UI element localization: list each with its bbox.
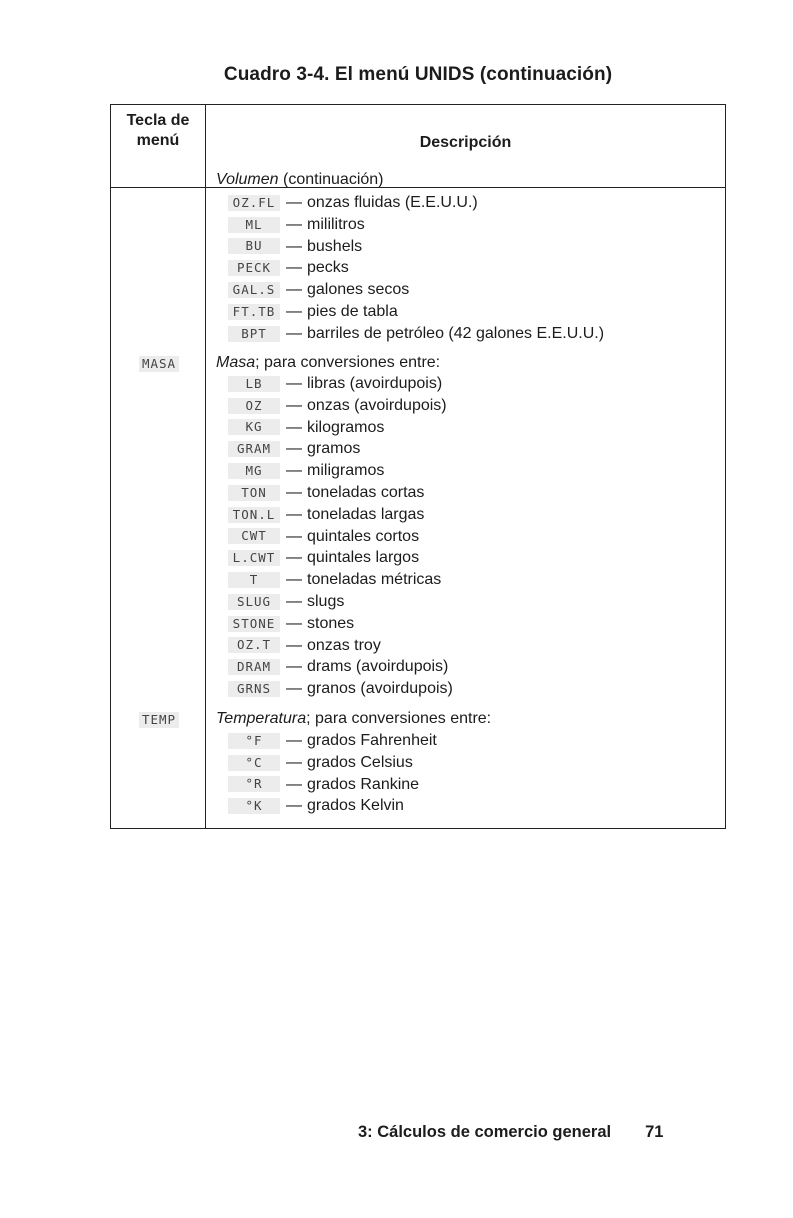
list-item xyxy=(228,438,360,460)
unit-description: toneladas largas xyxy=(307,505,425,523)
menu-key[interactable]: BPT xyxy=(228,326,280,342)
menu-key-temp-label: TEMP xyxy=(139,712,179,728)
menu-key[interactable]: L.CWT xyxy=(228,550,280,566)
unit-description: kilogramos xyxy=(307,418,385,436)
unit-description: onzas troy xyxy=(307,636,381,654)
page-footer xyxy=(358,1123,663,1142)
dash-separator: — xyxy=(286,797,302,815)
menu-key[interactable]: STONE xyxy=(228,616,280,632)
menu-key[interactable]: OZ.FL xyxy=(228,195,280,211)
dash-separator: — xyxy=(286,324,302,342)
menu-key[interactable]: OZ xyxy=(228,398,280,414)
section-masa-label: Masa xyxy=(216,354,256,371)
unit-description: pecks xyxy=(307,259,349,277)
menu-key-masa-label: MASA xyxy=(139,356,179,372)
dash-separator: — xyxy=(286,375,302,392)
list-item xyxy=(228,656,448,678)
menu-key[interactable]: T xyxy=(228,572,280,588)
unit-description: galones secos xyxy=(307,281,410,299)
list-item xyxy=(228,547,419,569)
dash-separator: — xyxy=(286,658,302,676)
list-item xyxy=(228,395,447,417)
menu-key[interactable]: °R xyxy=(228,776,280,792)
dash-separator: — xyxy=(286,775,302,793)
menu-key[interactable]: GAL.S xyxy=(228,282,280,298)
header-menu-key xyxy=(111,111,205,151)
list-item xyxy=(228,795,404,817)
unit-description: grados Celsius xyxy=(307,753,413,771)
dash-separator: — xyxy=(286,636,302,654)
section-volumen-label: Volumen xyxy=(216,171,279,188)
section-masa-suffix: ; para conversiones entre: xyxy=(255,354,441,371)
dash-separator: — xyxy=(286,732,302,749)
dash-separator: — xyxy=(286,462,302,480)
menu-key-masa[interactable] xyxy=(130,355,188,373)
header-menu-key-line1: Tecla de xyxy=(126,112,190,129)
list-item xyxy=(228,591,344,613)
menu-key[interactable]: TON xyxy=(228,485,280,501)
menu-key[interactable]: KG xyxy=(228,419,280,435)
dash-separator: — xyxy=(286,505,302,523)
list-item xyxy=(228,613,354,635)
dash-separator: — xyxy=(286,593,302,610)
dash-separator: — xyxy=(286,571,302,589)
list-item xyxy=(228,279,409,301)
dash-separator: — xyxy=(286,753,302,771)
menu-key[interactable]: °C xyxy=(228,755,280,771)
unit-description: barriles de petróleo (42 galones E.E.U.U.) xyxy=(307,324,605,342)
list-item xyxy=(228,569,441,591)
list-item xyxy=(228,678,453,700)
menu-key[interactable]: MG xyxy=(228,463,280,479)
menu-key[interactable]: °K xyxy=(228,798,280,814)
dash-separator: — xyxy=(286,396,302,414)
unit-description: onzas fluidas (E.E.U.U.) xyxy=(307,194,478,211)
unit-description: drams (avoirdupois) xyxy=(307,658,449,676)
list-item xyxy=(228,192,478,214)
list-item xyxy=(228,417,384,439)
unit-description: quintales largos xyxy=(307,549,420,567)
unit-description: toneladas cortas xyxy=(307,484,425,501)
menu-key[interactable]: CWT xyxy=(228,528,280,544)
section-temp-suffix: ; para conversiones entre: xyxy=(306,710,492,727)
table-title: Cuadro 3-4. El menú UNIDS (continuación) xyxy=(223,64,613,85)
unit-description: pies de tabla xyxy=(307,303,398,320)
list-item xyxy=(228,774,419,796)
dash-separator: — xyxy=(286,549,302,567)
unit-description: grados Fahrenheit xyxy=(307,732,437,749)
menu-key-temp[interactable] xyxy=(130,711,188,729)
menu-key[interactable]: SLUG xyxy=(228,594,280,610)
list-item xyxy=(228,257,349,279)
dash-separator: — xyxy=(286,194,302,211)
section-masa-heading xyxy=(216,353,440,373)
menu-key[interactable]: PECK xyxy=(228,260,280,276)
unit-description: quintales cortos xyxy=(307,527,420,545)
dash-separator: — xyxy=(286,259,302,277)
unit-description: bushels xyxy=(307,237,363,255)
unit-description: granos (avoirdupois) xyxy=(307,680,453,698)
menu-key[interactable]: FT.TB xyxy=(228,304,280,320)
list-item xyxy=(228,730,437,752)
list-item xyxy=(228,482,424,504)
dash-separator: — xyxy=(286,418,302,436)
menu-key[interactable]: GRNS xyxy=(228,681,280,697)
unit-description: onzas (avoirdupois) xyxy=(307,396,447,414)
header-rule xyxy=(111,187,725,188)
list-item xyxy=(228,236,362,258)
unit-description: slugs xyxy=(307,593,345,610)
list-item xyxy=(228,752,413,774)
unit-description: grados Rankine xyxy=(307,775,420,793)
list-item xyxy=(228,373,442,395)
dash-separator: — xyxy=(286,680,302,698)
list-item xyxy=(228,526,419,548)
section-temp-label: Temperatura xyxy=(216,710,307,727)
menu-key[interactable]: LB xyxy=(228,376,280,392)
list-item xyxy=(228,460,384,482)
dash-separator: — xyxy=(286,527,302,545)
column-divider xyxy=(205,105,206,828)
unit-description: miligramos xyxy=(307,462,385,480)
menu-key[interactable]: ML xyxy=(228,217,280,233)
dash-separator: — xyxy=(286,215,302,233)
menu-key[interactable]: TON.L xyxy=(228,507,280,523)
menu-key[interactable]: OZ.T xyxy=(228,637,280,653)
dash-separator: — xyxy=(286,281,302,299)
unit-description: gramos xyxy=(307,440,361,458)
unit-description: mililitros xyxy=(307,215,365,233)
page-number: 71 xyxy=(645,1123,664,1141)
list-item xyxy=(228,301,398,323)
unit-description: grados Kelvin xyxy=(307,797,404,815)
dash-separator: — xyxy=(286,303,302,320)
unit-description: libras (avoirdupois) xyxy=(307,375,443,392)
dash-separator: — xyxy=(286,440,302,458)
unit-description: stones xyxy=(307,614,355,632)
header-menu-key-line2: menú xyxy=(136,132,180,149)
dash-separator: — xyxy=(286,484,302,501)
dash-separator: — xyxy=(286,614,302,632)
menu-key[interactable]: BU xyxy=(228,238,280,254)
list-item xyxy=(228,214,365,236)
menu-key[interactable]: GRAM xyxy=(228,441,280,457)
footer-chapter: 3: Cálculos de comercio general xyxy=(358,1123,612,1141)
menu-key[interactable]: DRAM xyxy=(228,659,280,675)
section-temp-heading xyxy=(216,709,491,729)
list-item xyxy=(228,504,424,526)
section-volumen-suffix: (continuación) xyxy=(278,171,384,188)
menu-key[interactable]: °F xyxy=(228,733,280,749)
list-item xyxy=(228,323,604,345)
header-description: Descripción xyxy=(419,134,512,151)
list-item xyxy=(228,635,381,657)
unit-description: toneladas métricas xyxy=(307,571,442,589)
dash-separator: — xyxy=(286,237,302,255)
section-volumen-heading xyxy=(216,170,384,190)
